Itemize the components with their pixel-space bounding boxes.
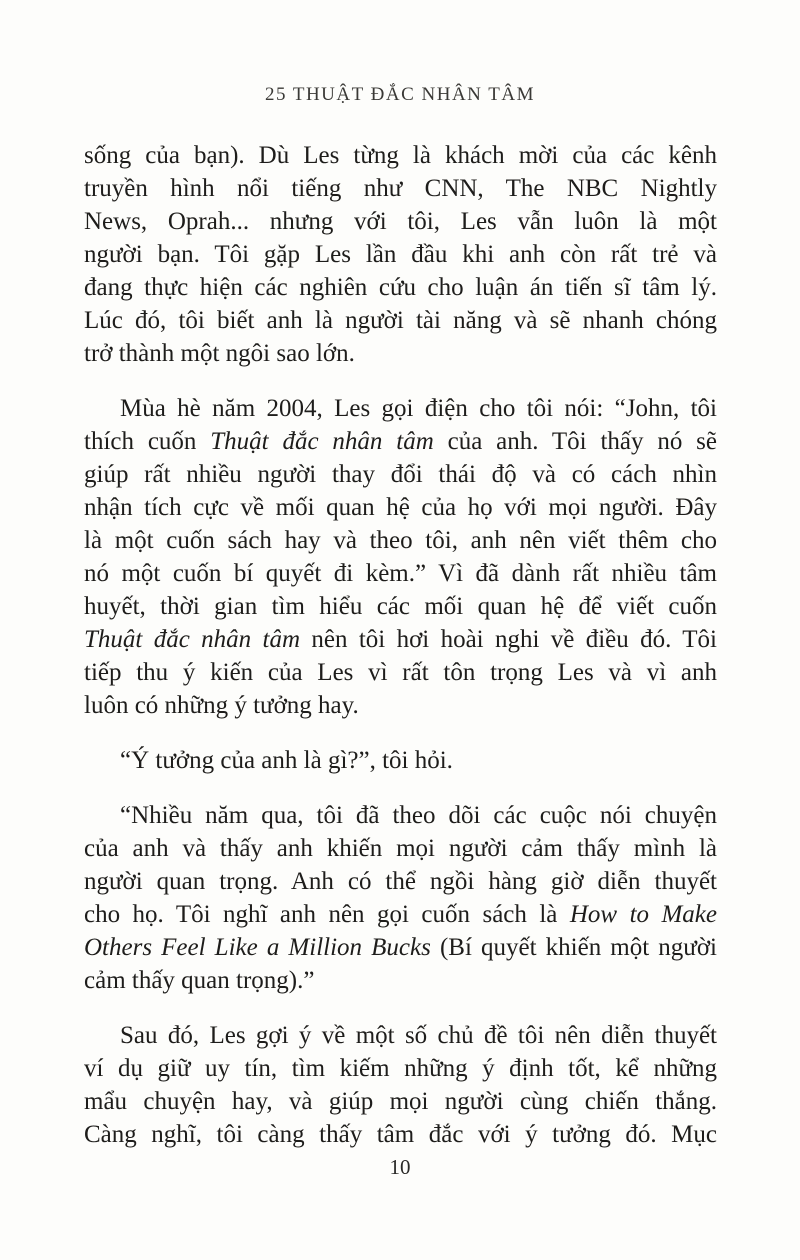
text-segment: thích cuốn [84, 428, 211, 455]
text-segment: “Ý tưởng của anh là gì?”, tôi hỏi. [120, 747, 453, 774]
italic-text: Others Feel Like a Million Bucks [84, 934, 431, 961]
paragraph [84, 392, 717, 722]
text-segment: của anh và thấy anh khiến mọi người cảm thấy mình là [84, 835, 717, 862]
italic-text: Thuật đắc nhân tâm [84, 626, 301, 653]
text-segment: giúp rất nhiều người thay đổi thái độ và có cách nhìn [84, 461, 717, 488]
italic-text: Thuật đắc nhân tâm [210, 428, 434, 455]
text-segment: Lúc đó, tôi biết anh là người tài năng và sẽ nhanh chóng [84, 307, 717, 334]
text-line [84, 139, 717, 172]
text-line [84, 205, 717, 238]
text-segment: (Bí quyết khiến một người [430, 934, 717, 961]
text-line [84, 865, 717, 898]
text-line [84, 337, 717, 370]
paragraph [84, 799, 717, 997]
text-segment: sống của bạn). Dù Les từng là khách mời của các kênh [84, 142, 717, 169]
text-segment: truyền hình nổi tiếng như CNN, The NBC Nightly [84, 175, 717, 202]
text-segment: nên tôi hơi hoài nghi về điều đó. Tôi [300, 626, 717, 653]
paragraph [84, 744, 717, 777]
text-line [84, 238, 717, 271]
text-segment: News, Oprah... nhưng với tôi, Les vẫn luôn là một [84, 208, 717, 235]
text-segment: người bạn. Tôi gặp Les lần đầu khi anh còn rất trẻ và [84, 241, 717, 268]
text-segment: huyết, thời gian tìm hiểu các mối quan hệ để viết cuốn [84, 593, 717, 620]
text-segment: Mùa hè năm 2004, Les gọi điện cho tôi nói: “John, tôi [120, 395, 717, 422]
text-line [84, 1019, 717, 1052]
text-line [84, 392, 717, 425]
text-line [84, 799, 717, 832]
page-body [84, 139, 717, 1151]
text-line [84, 590, 717, 623]
text-line [84, 832, 717, 865]
text-segment: trở thành một ngôi sao lớn. [84, 340, 355, 367]
text-line [84, 931, 717, 964]
text-line [84, 1085, 717, 1118]
text-line [84, 557, 717, 590]
text-line [84, 964, 717, 997]
text-segment: cảm thấy quan trọng).” [84, 967, 315, 994]
text-line [84, 172, 717, 205]
paragraph [84, 139, 717, 370]
text-segment: Càng nghĩ, tôi càng thấy tâm đắc với ý tưởng đó. Mục [84, 1121, 717, 1148]
text-segment: của anh. Tôi thấy nó sẽ [433, 428, 717, 455]
text-line [84, 689, 717, 722]
text-segment: người quan trọng. Anh có thể ngồi hàng giờ diễn thuyết [84, 868, 717, 895]
running-header: 25 THUẬT ĐẮC NHÂN TÂM [264, 84, 536, 105]
text-segment: cho họ. Tôi nghĩ anh nên gọi cuốn sách là [84, 901, 570, 928]
paragraph [84, 1019, 717, 1151]
italic-text: How to Make [569, 901, 717, 928]
text-line [84, 898, 717, 931]
page-number: 10 [389, 1155, 411, 1179]
text-segment: ví dụ giữ uy tín, tìm kiếm những ý định tốt, kể những [84, 1055, 717, 1082]
text-line [84, 458, 717, 491]
text-line [84, 1118, 717, 1151]
text-line [84, 425, 717, 458]
text-line [84, 623, 717, 656]
text-segment: là một cuốn sách hay và theo tôi, anh nên viết thêm cho [84, 527, 717, 554]
text-line [84, 656, 717, 689]
text-segment: mẩu chuyện hay, và giúp mọi người cùng chiến thắng. [84, 1088, 717, 1115]
text-segment: nhận tích cực về mối quan hệ của họ với mọi người. Đây [84, 494, 717, 521]
text-segment: “Nhiều năm qua, tôi đã theo dõi các cuộc nói chuyện [120, 802, 717, 829]
text-segment: luôn có những ý tưởng hay. [84, 692, 359, 719]
text-line [84, 491, 717, 524]
text-segment: tiếp thu ý kiến của Les vì rất tôn trọng Les và vì anh [84, 659, 717, 686]
text-line [84, 1052, 717, 1085]
text-line [84, 744, 717, 777]
text-segment: nó một cuốn bí quyết đi kèm.” Vì đã dành rất nhiều tâm [84, 560, 717, 587]
text-line [84, 524, 717, 557]
text-line [84, 304, 717, 337]
text-line [84, 271, 717, 304]
text-segment: Sau đó, Les gợi ý về một số chủ đề tôi nên diễn thuyết [120, 1022, 717, 1049]
text-segment: đang thực hiện các nghiên cứu cho luận án tiến sĩ tâm lý. [84, 274, 717, 301]
